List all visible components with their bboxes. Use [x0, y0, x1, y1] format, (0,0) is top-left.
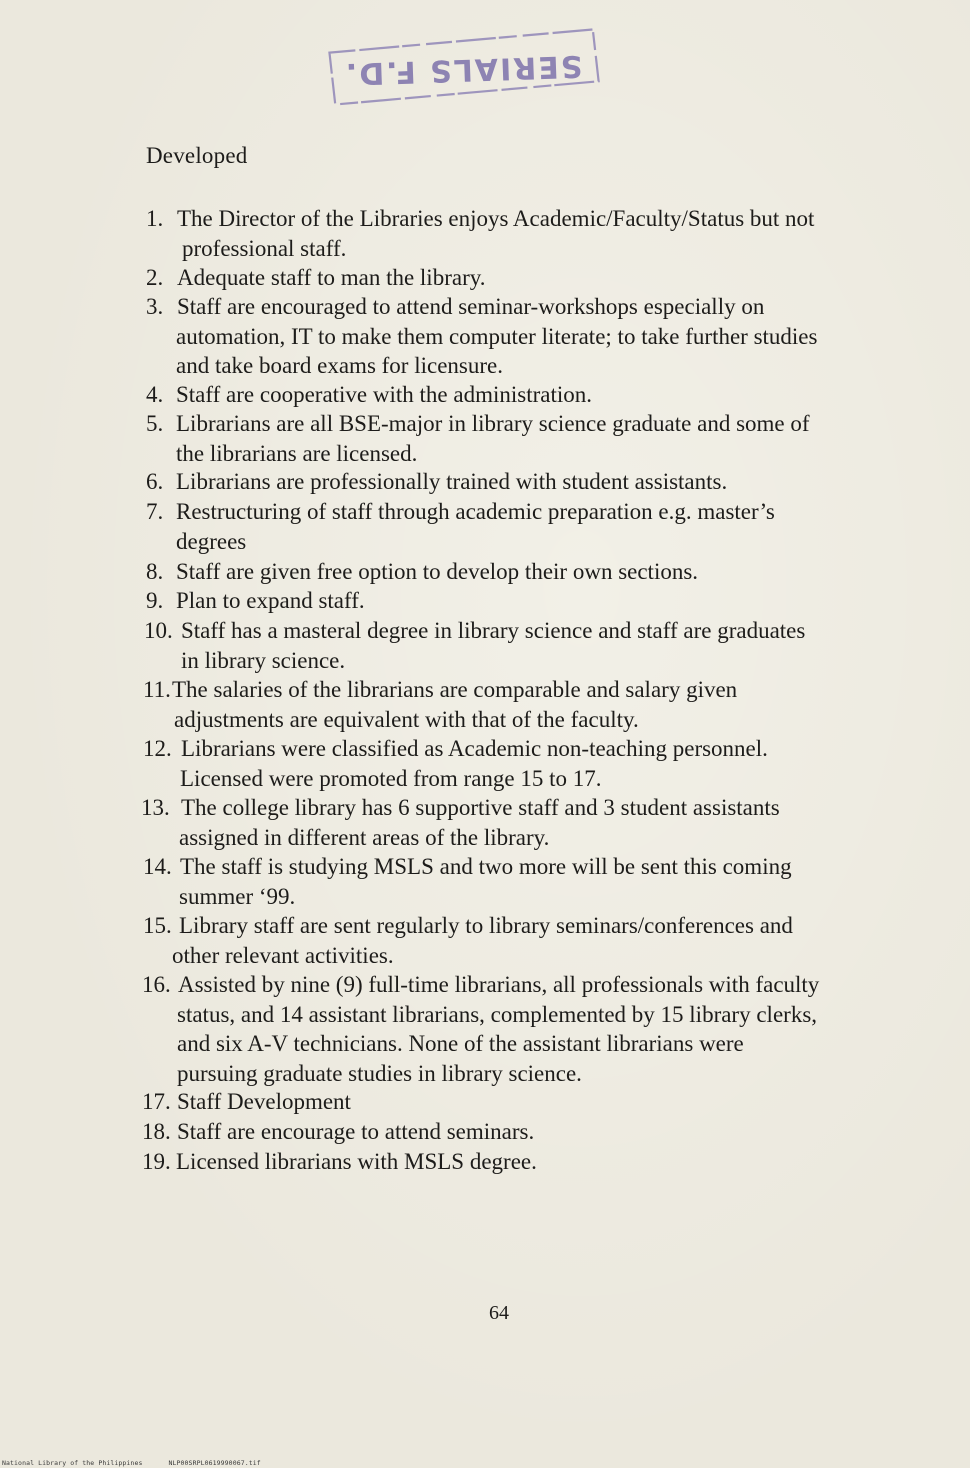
list-item-line: summer ‘99. [179, 883, 296, 909]
stamp-text: SERIALS F.D. [343, 47, 583, 92]
list-item [142, 1147, 537, 1177]
list-item-number: 2. [146, 265, 164, 290]
list-item-number: 14. [143, 854, 172, 879]
list-item-number: 19. [142, 1149, 171, 1174]
list-item [146, 409, 810, 468]
list-item-line: Librarians are professionally trained with student assistants. [176, 469, 728, 494]
section-heading: Developed [146, 143, 248, 168]
list-item-number: 1. [146, 206, 164, 231]
list-item [144, 616, 805, 675]
list-item-line: and take board exams for licensure. [176, 353, 503, 378]
list-item [146, 204, 814, 263]
list-item [143, 675, 737, 734]
list-item-number: 17. [142, 1089, 171, 1114]
list-item-line: Staff are given free option to develop their own sections. [176, 559, 699, 584]
list-item-line: Licensed were promoted from range 15 to 17. [180, 765, 602, 791]
list-item-number: 10. [144, 618, 173, 643]
list-item-line: Restructuring of staff through academic preparation e.g. master’s [176, 499, 775, 524]
list-item [141, 793, 780, 852]
list-item-line: the librarians are licensed. [176, 440, 418, 466]
list-item-line: Adequate staff to man the library. [177, 265, 486, 290]
list-item-line: status, and 14 assistant librarians, complemented by 15 library clerks, [177, 1001, 818, 1027]
list-item-number: 13. [141, 795, 170, 820]
list-item-number: 12. [143, 736, 172, 761]
list-item [146, 586, 365, 616]
list-item [142, 1087, 351, 1117]
list-item-line: Library staff are sent regularly to library seminars/conferences and [179, 913, 793, 938]
list-item-number: 4. [146, 382, 164, 407]
list-item-line: The staff is studying MSLS and two more will be sent this coming [180, 854, 792, 879]
list-item-line: Assisted by nine (9) full-time librarians, all professionals with faculty [178, 972, 820, 997]
list-item [142, 1117, 534, 1147]
list-item [146, 497, 775, 556]
list-item-number: 11. [143, 677, 171, 702]
list-item [146, 467, 727, 497]
list-item-number: 15. [143, 913, 172, 938]
page-number: 64 [489, 1302, 509, 1324]
list-item-number: 8. [146, 559, 164, 584]
list-item-line: adjustments are equivalent with that of the faculty. [174, 706, 639, 732]
list-item-number: 5. [146, 411, 164, 436]
list-item-number: 9. [146, 588, 164, 613]
list-item-line: Librarians were classified as Academic non-teaching personnel. [181, 736, 768, 761]
list-item-line: The salaries of the librarians are comparable and salary given [172, 677, 738, 702]
list-item-line: other relevant activities. [172, 942, 394, 968]
list-item-line: degrees [176, 528, 247, 554]
list-item [143, 734, 768, 793]
list-item [143, 852, 792, 911]
list-item-number: 16. [142, 972, 171, 997]
list-item-number: 7. [146, 499, 164, 524]
list-item-line: in library science. [181, 647, 346, 673]
list-item-line: Staff Development [177, 1089, 351, 1114]
list-item [143, 911, 793, 970]
list-item-line: automation, IT to make them computer literate; to take further studies [176, 323, 818, 349]
list-item-number: 6. [146, 469, 164, 494]
list-item-line: and six A-V technicians. None of the assistant librarians were [177, 1031, 744, 1056]
list-item-number: 18. [142, 1119, 171, 1144]
list-item-line: pursuing graduate studies in library science. [177, 1060, 582, 1086]
footer-source: National Library of the Philippines [2, 1459, 143, 1467]
list-item [146, 557, 698, 587]
list-item-line: Staff has a masteral degree in library science and staff are graduates [181, 618, 806, 643]
list-item-line: Librarians are all BSE-major in library science graduate and some of [176, 411, 810, 436]
list-item [146, 263, 485, 293]
list-item-number: 3. [146, 294, 164, 319]
list-item [146, 380, 592, 410]
list-item-line: Licensed librarians with MSLS degree. [176, 1149, 537, 1174]
list-item-line: The Director of the Libraries enjoys Academic/Faculty/Status but not [177, 206, 815, 231]
list-item-line: Staff are encouraged to attend seminar-workshops especially on [177, 294, 765, 319]
serials-stamp [325, 25, 602, 107]
list-item-line: Staff are encourage to attend seminars. [177, 1119, 535, 1144]
scan-footer [2, 1459, 283, 1467]
list-item-line: Plan to expand staff. [176, 588, 365, 613]
list-item [142, 970, 819, 1088]
list-item-line: assigned in different areas of the library. [179, 824, 550, 850]
footer-filename: NLP00SRPL0619990067.tif [168, 1459, 261, 1467]
list-item [146, 292, 817, 381]
list-item-line: The college library has 6 supportive staff and 3 student assistants [181, 795, 780, 820]
list-item-line: Staff are cooperative with the administration. [176, 382, 592, 407]
list-item-line: professional staff. [182, 235, 347, 261]
